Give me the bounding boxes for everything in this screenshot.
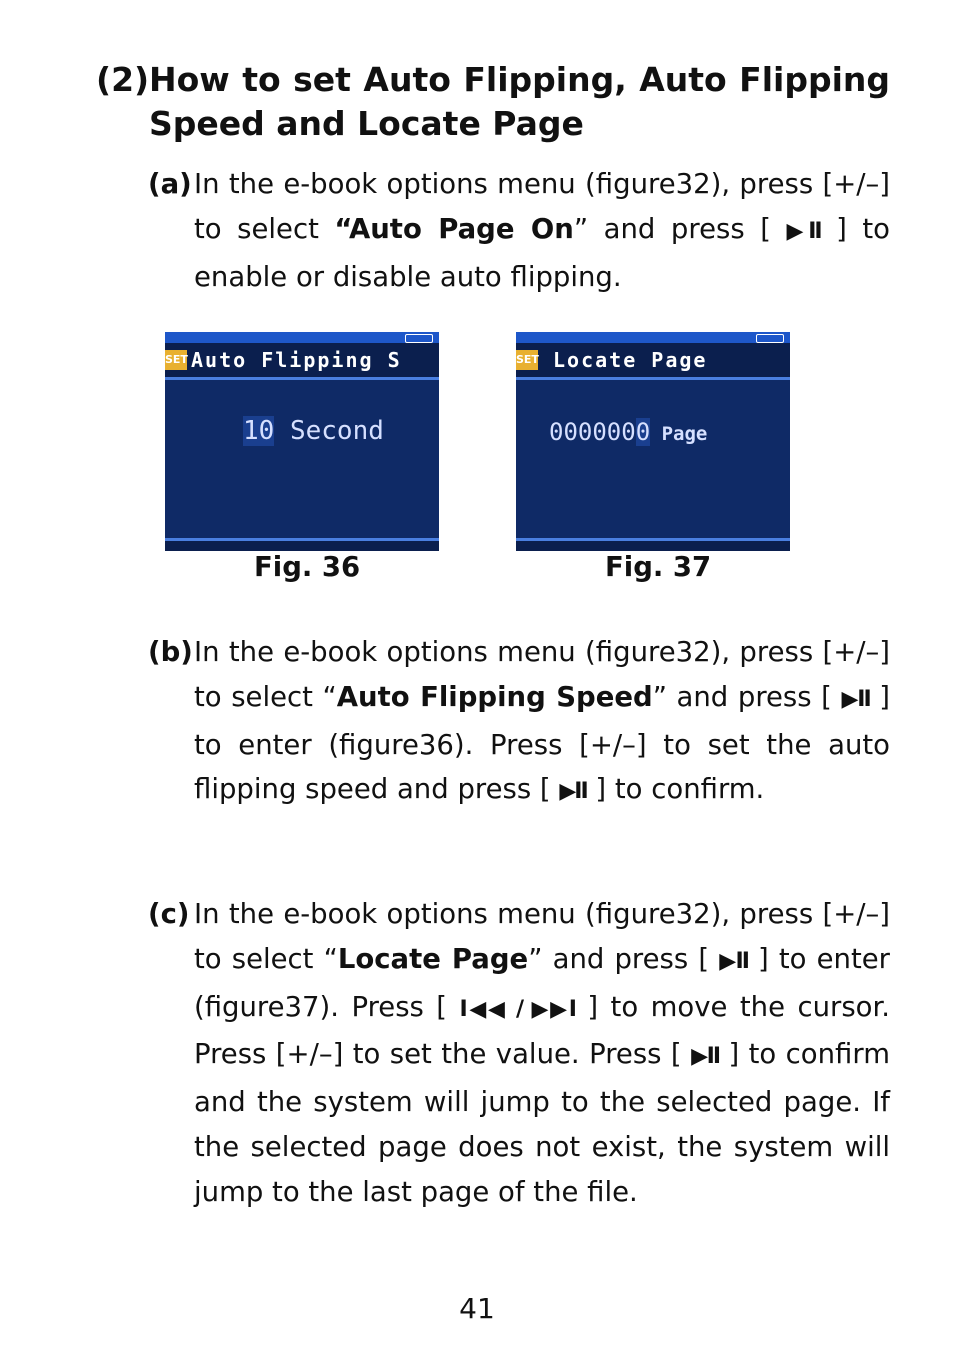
paragraph-b-label: (b)	[148, 636, 193, 668]
paragraph-c	[148, 892, 890, 1215]
figure-37-caption: Fig. 37	[605, 551, 712, 583]
play-pause-icon: ▶II	[786, 218, 821, 244]
paragraph-b-body	[194, 630, 890, 815]
text-run: ] to move the cursor. Press [+/–] to set the value. Press [	[194, 990, 890, 1071]
text-run: ] to enable or disable auto flipping.	[194, 212, 890, 293]
set-icon: SET	[165, 350, 187, 370]
text-run: In the e-book options menu (figure32), press [+/–] to select “	[194, 636, 890, 713]
page-value	[549, 418, 707, 446]
text-run: and press [	[588, 212, 787, 245]
play-pause-icon: ▶II	[841, 686, 870, 712]
bold-term: Locate Page	[337, 942, 529, 975]
prev-next-icon: I◀◀ / ▶▶I	[459, 996, 575, 1022]
paragraph-c-label: (c)	[148, 898, 190, 930]
text-run: ] to enter (figure36). Press [+/–] to set the auto flipping speed and press [	[194, 680, 890, 806]
battery-icon	[756, 334, 784, 343]
title-bar	[165, 343, 439, 380]
quote-close: ”	[573, 212, 589, 245]
paragraph-a-label: (a)	[148, 168, 192, 200]
paragraph-a-body	[194, 162, 890, 299]
text-run: ” and press [	[652, 680, 842, 713]
bottom-bar	[165, 538, 439, 551]
set-icon: SET	[516, 350, 538, 370]
page-number: 41	[459, 1292, 495, 1325]
figure-36-screen	[165, 332, 439, 551]
page-digits: 000000	[549, 418, 636, 446]
screen-title: Locate Page	[553, 348, 708, 372]
bottom-bar	[516, 538, 790, 551]
text-run: ] to confirm and the system will jump to the selected page. If the selected page does not exist, the system will jump to the last page of the file.	[194, 1038, 890, 1208]
text-run: ] to confirm.	[586, 773, 765, 806]
figure-37-screen	[516, 332, 790, 551]
bold-term: Auto Flipping Speed	[336, 680, 653, 713]
figure-36-caption: Fig. 36	[254, 551, 361, 583]
play-pause-icon: ▶II	[691, 1044, 720, 1070]
heading-number: (2)	[96, 60, 150, 99]
paragraph-b	[148, 630, 890, 815]
title-bar	[516, 343, 790, 380]
status-bar	[165, 332, 439, 343]
text-run: In the e-book options menu (figure32), press [+/–] to select	[194, 168, 890, 245]
status-bar	[516, 332, 790, 343]
heading-text: How to set Auto Flipping, Auto Flipping Speed and Locate Page	[149, 60, 890, 143]
play-pause-icon: ▶II	[559, 779, 587, 805]
page-unit: Page	[650, 423, 708, 445]
bold-term: Auto Page On	[348, 212, 574, 245]
page-cursor-digit: 0	[635, 418, 651, 446]
paragraph-a	[148, 162, 890, 299]
play-pause-icon: ▶II	[719, 948, 748, 974]
paragraph-c-body	[194, 892, 890, 1215]
screen-title: Auto Flipping S	[191, 348, 402, 372]
quote-open: “	[334, 212, 349, 245]
speed-value	[243, 416, 384, 446]
text-run: ] to enter (figure37). Press [	[194, 942, 890, 1023]
speed-number: 10	[243, 416, 275, 446]
battery-icon	[405, 334, 433, 343]
speed-unit: Second	[274, 416, 384, 446]
section-heading	[96, 58, 890, 146]
text-run: ” and press [	[528, 942, 720, 975]
text-run: In the e-book options menu (figure32), press [+/–] to select “	[194, 898, 890, 975]
